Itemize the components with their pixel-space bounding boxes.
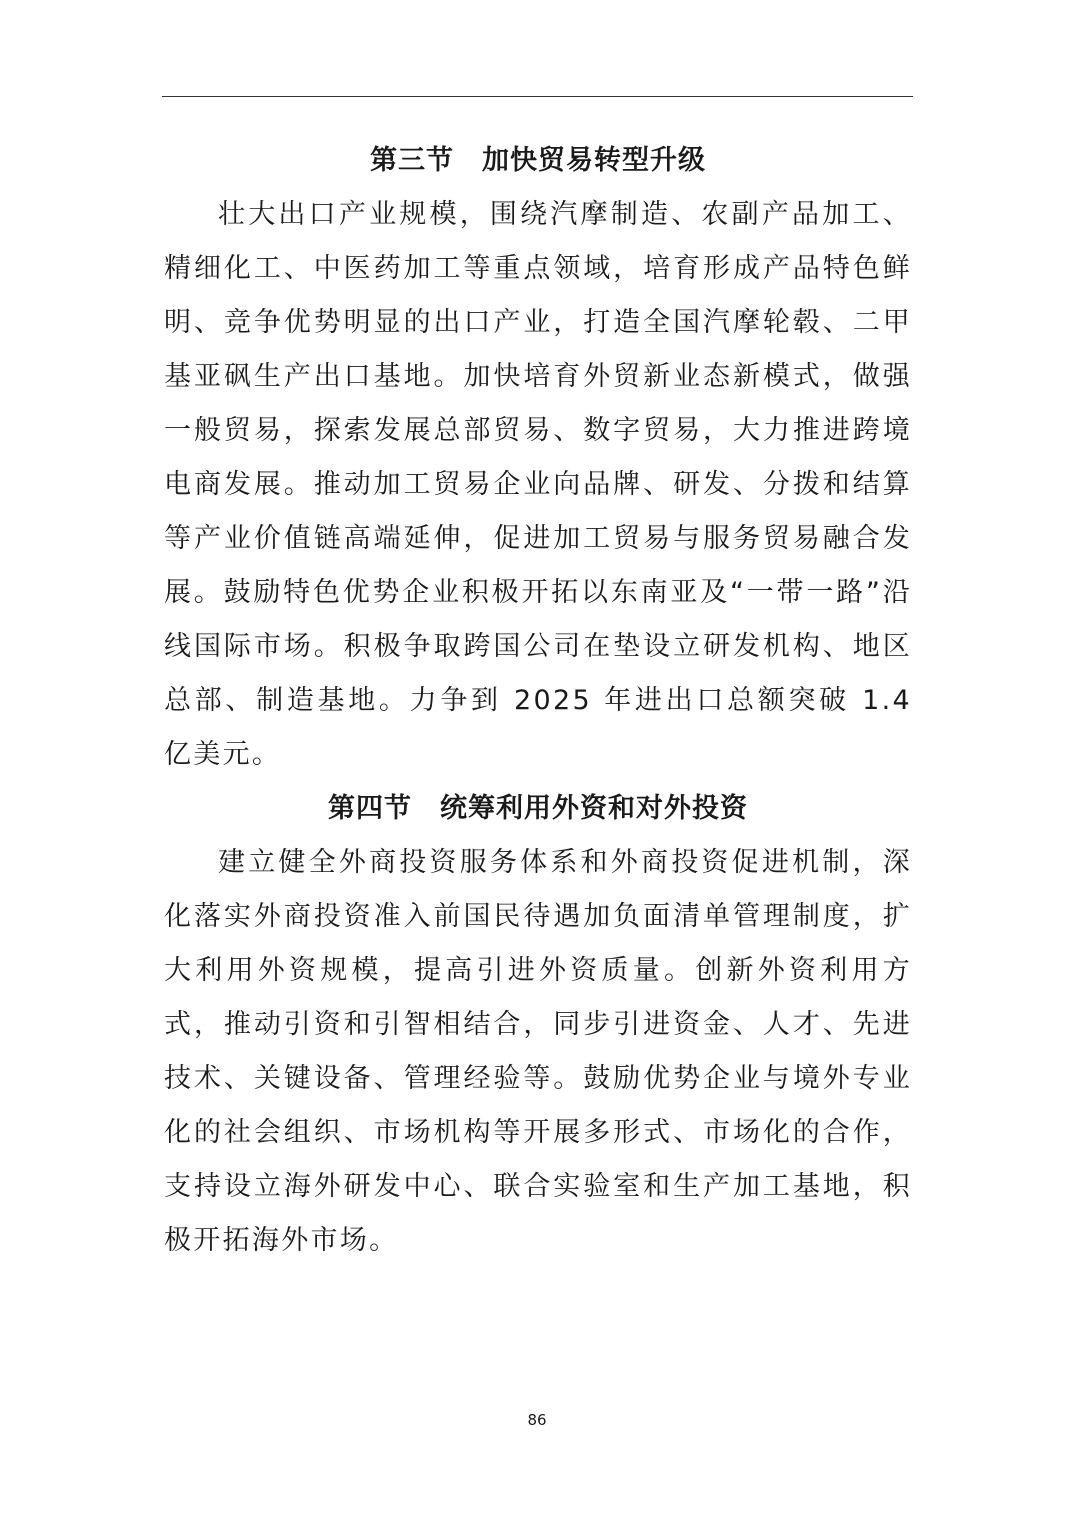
section-4-heading: 第四节 统筹利用外资和对外投资 bbox=[328, 793, 748, 824]
section-3-heading: 第三节 加快贸易转型升级 bbox=[370, 145, 706, 176]
section-4-paragraph: 建立健全外商投资服务体系和外商投资促进机制，深化落实外商投资准入前国民待遇加负面清单管理制度，扩大利用外资规模，提高引进外资质量。创新外资利用方式，推动引资和引智相结合，同步引进资金、人才、先进技术、关键设备、管理经验等。鼓励优势企业与境外专业化的社会组织、市场机构等开展多形式、市场化的合作，支持设立海外研发中心、联合实验室和生产加工基地，积极开拓海外市场。 bbox=[164, 847, 912, 1256]
section-3-paragraph: 壮大出口产业规模，围绕汽摩制造、农副产品加工、精细化工、中医药加工等重点领域，培育形成产品特色鲜明、竞争优势明显的出口产业，打造全国汽摩轮毂、二甲基亚砜生产出口基地。加快培育外贸新业态新模式，做强一般贸易，探索发展总部贸易、数字贸易，大力推进跨境电商发展。推动加工贸易企业向品牌、研发、分拨和结算等产业价值链高端延伸，促进加工贸易与服务贸易融合发展。鼓励特色优势企业积极开拓以东南亚及“一带一路”沿线国际市场。积极争取跨国公司在垫设立研发机构、地区总部、制造基地。力争到 2025 年进出口总额突破 1.4 亿美元。 bbox=[164, 199, 912, 770]
page-number: 86 bbox=[527, 1411, 547, 1429]
header-rule bbox=[162, 96, 913, 97]
page-content bbox=[164, 134, 912, 1268]
